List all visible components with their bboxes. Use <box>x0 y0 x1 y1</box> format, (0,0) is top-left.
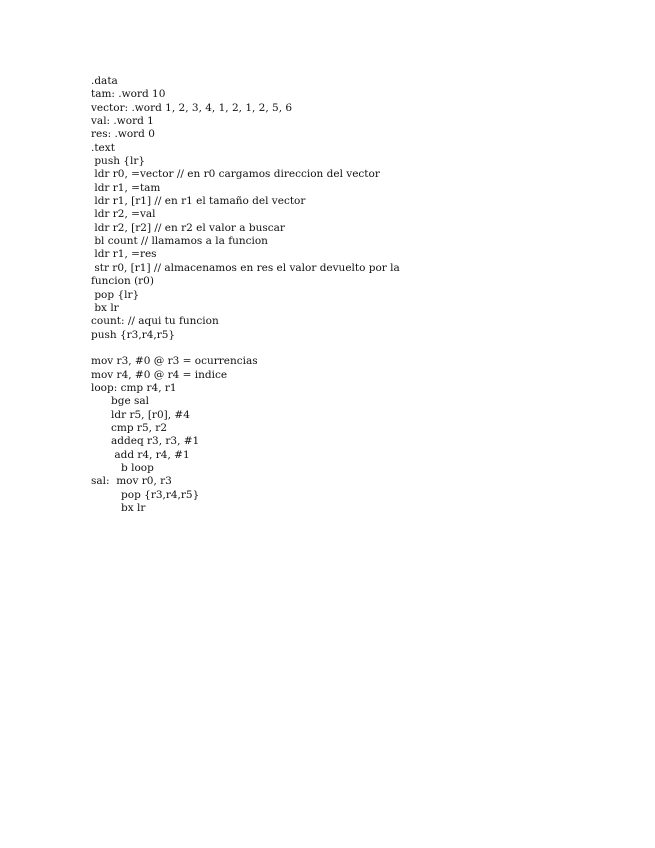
code-line: bx lr <box>91 502 146 514</box>
code-line: str r0, [r1] // almacenamos en res el valor devuelto por la <box>91 261 400 274</box>
code-line <box>91 342 400 355</box>
code-line: sal: mov r0, r3 <box>91 475 172 488</box>
code-line: loop: cmp r4, r1 <box>91 381 177 394</box>
code-line: funcion (r0) <box>91 275 154 288</box>
code-line: ldr r1, =tam <box>91 181 161 194</box>
code-line: push {lr} <box>91 155 146 168</box>
code-line: b loop <box>91 461 154 474</box>
code-line: ldr r1, =res <box>91 248 157 261</box>
code-line: bl count // llamamos a la funcion <box>91 235 268 248</box>
assembly-code-listing <box>91 75 400 515</box>
code-line: bx lr <box>91 301 119 314</box>
code-line: mov r3, #0 @ r3 = ocurrencias <box>91 355 258 368</box>
code-line: .data <box>91 75 118 87</box>
code-line: count: // aqui tu funcion <box>91 315 219 328</box>
code-line: ldr r0, =vector // en r0 cargamos direccion del vector <box>91 168 380 181</box>
code-line: push {r3,r4,r5} <box>91 328 176 341</box>
code-line: add r4, r4, #1 <box>91 448 190 461</box>
code-line: pop {lr} <box>91 288 140 301</box>
code-line: res: .word 0 <box>91 128 155 141</box>
code-line: cmp r5, r2 <box>91 421 167 434</box>
code-line: addeq r3, r3, #1 <box>91 435 200 448</box>
code-line: ldr r2, =val <box>91 208 156 221</box>
code-line: ldr r5, [r0], #4 <box>91 408 190 421</box>
code-line: val: .word 1 <box>91 115 154 128</box>
code-line: .text <box>91 141 115 154</box>
code-line: tam: .word 10 <box>91 88 166 101</box>
code-line: ldr r2, [r2] // en r2 el valor a buscar <box>91 221 285 234</box>
code-line: bge sal <box>91 395 150 408</box>
code-line: mov r4, #0 @ r4 = indice <box>91 368 228 381</box>
code-line: vector: .word 1, 2, 3, 4, 1, 2, 1, 2, 5, 6 <box>91 101 293 114</box>
code-line: pop {r3,r4,r5} <box>91 488 200 501</box>
code-line: ldr r1, [r1] // en r1 el tamaño del vector <box>91 195 306 208</box>
